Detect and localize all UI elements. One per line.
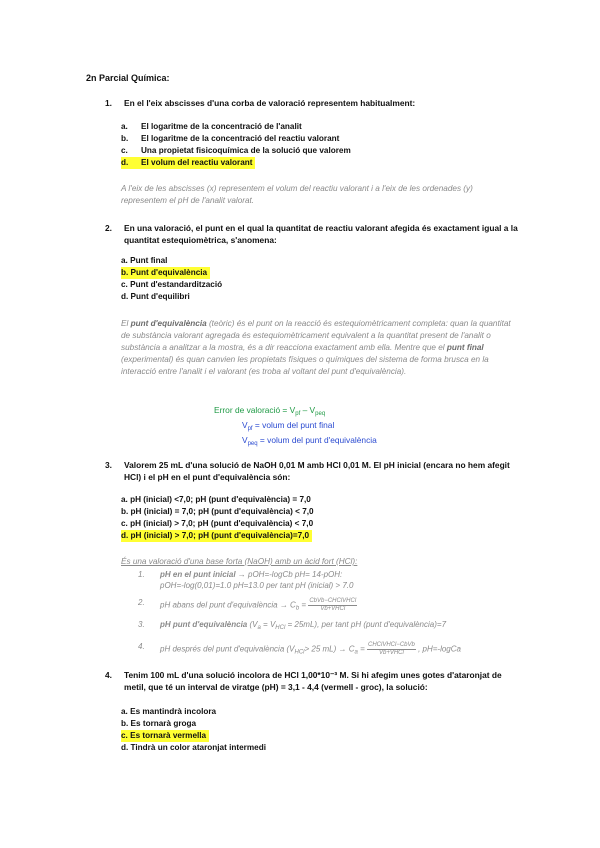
page-title: 2n Parcial Química: xyxy=(86,73,170,83)
option-d: d. Punt d'equilibri xyxy=(121,292,190,301)
question-4-options xyxy=(121,706,266,754)
question-text: Valorem 25 mL d'una solució de NaOH 0,01 M amb HCl 0,01 M. El pH inicial (encara no hem afegit HCl) i el pH en el punt d'equivalència són: xyxy=(124,460,510,482)
question-number: 1. xyxy=(105,98,112,108)
option-c: c. Punt d'estandardització xyxy=(121,280,223,289)
question-number: 3. xyxy=(105,460,112,470)
fraction: $\frac{\text{CbVb−CHClVHCl}}{\text{Vb+VHCl}}$ xyxy=(309,598,357,612)
question-2-options xyxy=(121,255,222,303)
question-text: En una valoració, el punt en el qual la quantitat de reactiu valorant afegida és exactament igual a la quantitat estequiomètrica, s'anomena: xyxy=(124,223,518,245)
formula-line-2: $V_{pf}$ = volum del punt final xyxy=(242,420,335,432)
option-d: d. Tindrà un color ataronjat intermedi xyxy=(121,743,266,752)
option-b: b. El logaritme de la concentració del reactiu valorant xyxy=(121,134,340,143)
option-c: c. Una propietat fisicoquímica de la solució que valorem xyxy=(121,146,351,155)
option-d-answer: d. pH (inicial) > 7,0; pH (punt d'equivalència)=7,0 xyxy=(121,530,312,542)
option-a: a. pH (inicial) <7,0; pH (punt d'equivalència) = 7,0 xyxy=(121,495,311,504)
question-number: 2. xyxy=(105,223,112,233)
question-3-options xyxy=(121,494,314,542)
option-d-answer: d. El volum del reactiu valorant xyxy=(121,157,255,169)
question-2-explanation: El punt d'equivalència (teòric) és el punt on la reacció és estequiomètricament completa: quan la quantitat de substància valorant agregada és estequiomètricament equivalent a la quantitat present de l'analit o substància a analitzar a la mostra, és a dir reacciona exactament amb ella. Mentre que el punt final (experimental) és quan canvien les propietats físiques o químiques del sistema de forma brusca en la interacció entre l'analit i el valorant (es troba al voltant del punt d'equivalència). xyxy=(121,319,511,376)
steps-heading: És una valoració d'una base forta (NaOH) amb un àcid fort (HCl): xyxy=(121,557,358,566)
formula-line-1: Error de valoració = $V_{pf} - V_{peq}$ xyxy=(214,405,326,417)
option-c-answer: c. Es tornarà vermella xyxy=(121,730,209,742)
option-a: a. Es mantindrà incolora xyxy=(121,707,217,716)
option-b-answer: b. Punt d'equivalència xyxy=(121,267,210,279)
valuation-error-formula xyxy=(214,405,377,450)
option-b: b. Es tornarà groga xyxy=(121,719,197,728)
question-1-options xyxy=(121,121,351,169)
formula-line-3: $V_{peq}$ = volum del punt d'equivalència xyxy=(242,435,377,447)
option-c: c. pH (inicial) > 7,0; pH (punt d'equivalència) < 7,0 xyxy=(121,519,314,528)
question-number: 4. xyxy=(105,670,112,680)
document-page: 2n Parcial Química: 1. En el l'eix abscisses d'una corba de valoració representem habitualment: a. El logaritme de la concentració de l'analit b. El logaritme de la concentració del reactiu valorant c. Una propietat fisicoquímica de la solució que valorem d. El volum del reactiu valorant A l'eix de les abscisses (x) representem el volum del reactiu valorant i a l'eix de les ordenades (y) representem el pH de l'analit valorat. 2. En una valoració, el punt en el qual la quantitat de reactiu valorant afegida és exactament igual a la quantitat estequiomètrica, s'anomena: a. Punt final b. Punt d'equivalència c. Punt d'estandardització d. Punt d'equilibri El punt d'equivalència (teòric) és el punt on la reacció és estequiomètricament completa: quan la quantitat de substància valorant agregada és estequiomètricament equivalent a la quantitat present de l'analit o substància a analitzar a la mostra, és a dir reacciona exactament amb ella. Mentre que el punt final (experimental) és quan canvien les propietats físiques o químiques del sistema de forma brusca en la interacció entre l'analit i el valorant (es troba al voltant del punt d'equivalència). Error de valoració = $V_{pf} - V_{peq}$ $V_{pf}$ = volum del punt final $V_{peq}$ = volum del punt d'equivalència 3. Valorem 25 mL d'una solució de NaOH 0,01 M amb HCl 0,01 M. El pH inicial (encara no hem afegit HCl) i el pH en el punt d'equivalència són: a. pH (inicial) <7,0; pH (punt d'equivalència) = 7,0 b. pH (inicial) = 7,0; pH (punt d'equivalència) < 7,0 c. pH (inicial) > 7,0; pH (punt d'equivalència) < 7,0 d. pH (inicial) > 7,0; pH (punt d'equivalència)=7,0 És una valoració d'una base forta (NaOH) amb un àcid fort (HCl): 1. pH en el punt inicial → pOH=-logCb pH= 14-pOH: pOH=-log(0,01)=1.0 pH=13.0 per tant pH (inicial) > 7.0 2. pH abans del punt d'equivalència → $C_b$ = $\frac{\text{CbVb−CHClVHCl}}{\text{Vb+VHCl}}$ 3. pH punt d'equivalència $(V_a = V_{HCl} = 25mL)$, per tant pH (punt d'equivalència)=7 4. pH després del punt d'equivalència ($V_{HCl}> 25$ $mL) \to C_a$ = $\frac{\text{CHClVHCl−CbVb}}{\text{Vb+VHCl}}$ , pH=-logCa 4. Tenim 100 mL d'una solució incolora de HCl 1,00*10⁻³ M. Si hi afegim unes gotes d'ataronjat de metil, que té un interval de viratge (pH) = 3,1 - 4,4 (vermell - groc), la solució: a. Es mantindrà incolora b. Es tornarà groga c. Es tornarà vermella d. Tindrà un color ataronjat intermedi xyxy=(86,73,518,752)
question-text: Tenim 100 mL d'una solució incolora de HCl 1,00*10⁻³ M. Si hi afegim unes gotes d'ataronjat de metil, que té un interval de viratge (pH) = 3,1 - 4,4 (vermell - groc), la solució: xyxy=(124,670,502,692)
option-a: a. El logaritme de la concentració de l'analit xyxy=(121,122,302,131)
fraction: $\frac{\text{CHClVHCl−CbVb}}{\text{Vb+VHCl}}$ xyxy=(367,642,415,656)
option-a: a. Punt final xyxy=(121,256,168,265)
option-b: b. pH (inicial) = 7,0; pH (punt d'equivalència) < 7,0 xyxy=(121,507,314,516)
question-1-explanation: A l'eix de les abscisses (x) representem el volum del reactiu valorant i a l'eix de les ordenades (y) representem el pH de l'analit valorat. xyxy=(121,184,473,205)
question-text: En el l'eix abscisses d'una corba de valoració representem habitualment: xyxy=(124,98,416,108)
